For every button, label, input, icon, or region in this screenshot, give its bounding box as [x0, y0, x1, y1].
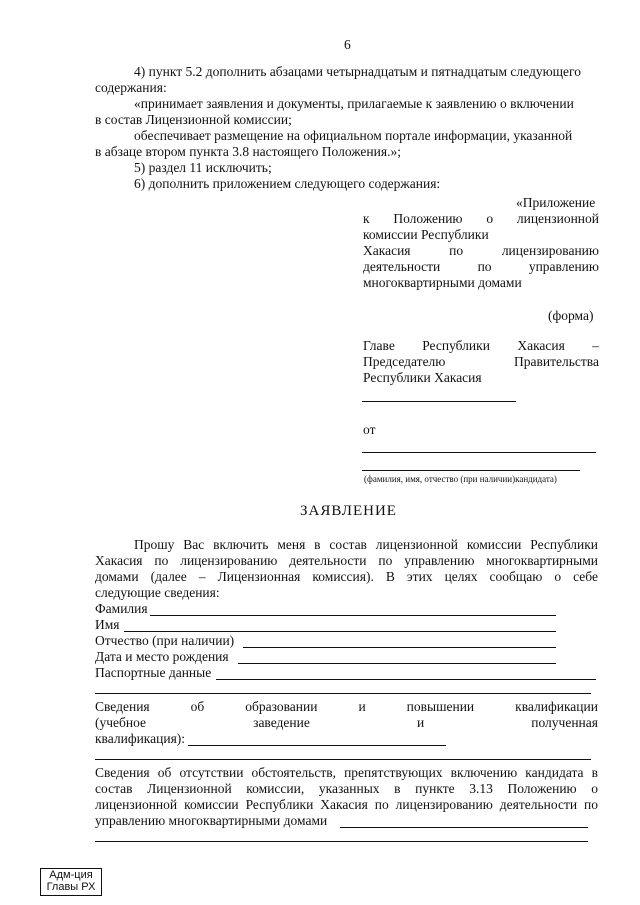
education-word: Сведения	[95, 699, 150, 714]
addressee-word: Главе	[363, 338, 395, 353]
addressee-blank-line	[362, 401, 516, 402]
addressee-line-3: Республики Хакасия	[363, 370, 482, 385]
addressee-line-2	[363, 354, 599, 370]
education-word: об	[190, 699, 205, 714]
appendix-word: лицензионной	[516, 211, 599, 226]
passport-label: Паспортные данные	[95, 665, 212, 680]
from-blank-line-2	[362, 470, 580, 471]
appendix-word: деятельности	[363, 259, 441, 274]
body-line-2: Хакасия по лицензированию деятельности по управлению многоквартирными	[95, 553, 598, 568]
item-4-line-1: 4) пункт 5.2 дополнить абзацами четырнадцатым и пятнадцатым следующего	[134, 64, 582, 79]
education-line-3: квалификация):	[95, 731, 186, 746]
education-word: полученная	[531, 715, 598, 730]
circumstances-field[interactable]	[340, 827, 588, 828]
appendix-word: лицензированию	[501, 243, 599, 258]
education-word: и	[416, 715, 425, 730]
quote-1-line-1: «принимает заявления и документы, прилагаемые к заявлению о включении	[134, 96, 574, 111]
body-line-3: домами (далее – Лицензионная комиссия). В этих целях сообщаю о себе	[95, 569, 598, 584]
education-line-1	[95, 699, 598, 715]
item-4-line-2: содержания:	[95, 80, 167, 95]
birth-field[interactable]	[238, 663, 556, 664]
circumstances-line-4: управлению многоквартирными домами	[95, 813, 328, 828]
quote-2-line-1: обеспечивает размещение на официальном портале информации, указанной	[134, 128, 573, 143]
name-label: Имя	[95, 617, 120, 632]
circumstances-line-2: состав Лицензионной комиссии, указанных в пункте 3.13 Положению о	[95, 781, 598, 796]
document-title: ЗАЯВЛЕНИЕ	[300, 503, 397, 519]
addressee-line-1	[363, 338, 599, 354]
from-blank-line-1	[362, 452, 596, 453]
body-line-1: Прошу Вас включить меня в состав лицензионной комиссии Республики	[134, 537, 598, 552]
appendix-line-4	[363, 243, 599, 259]
education-word: (учебное	[95, 715, 147, 730]
appendix-word: управлению	[528, 259, 599, 274]
candidate-caption: (фамилия, имя, отчество (при наличии)кандидата)	[364, 474, 557, 484]
education-line-2	[95, 715, 598, 731]
registration-stamp	[40, 868, 102, 896]
passport-field[interactable]	[216, 679, 596, 680]
addressee-word: Хакасия	[517, 338, 565, 353]
education-word: квалификации	[515, 699, 598, 714]
appendix-word: о	[486, 211, 494, 226]
addressee-word: Председателю	[363, 354, 446, 369]
item-5: 5) раздел 11 исключить;	[134, 160, 272, 175]
appendix-word: по	[477, 259, 492, 274]
education-word: и	[358, 699, 366, 714]
appendix-word: к	[363, 211, 370, 226]
appendix-word: по	[449, 243, 464, 258]
circumstances-line-1: Сведения об отсутствии обстоятельств, препятствующих включению кандидата в	[95, 765, 598, 780]
surname-field[interactable]	[150, 615, 556, 616]
education-word: образовании	[245, 699, 318, 714]
education-word: повышении	[406, 699, 475, 714]
surname-label: Фамилия	[95, 601, 148, 616]
circumstances-field-continuation[interactable]	[95, 841, 588, 842]
item-6: 6) дополнить приложением следующего содержания:	[134, 176, 441, 191]
patronymic-field[interactable]	[243, 647, 556, 648]
education-word: заведение	[253, 715, 310, 730]
appendix-line-3: комиссии Республики	[363, 227, 489, 242]
appendix-word: Хакасия	[363, 243, 411, 258]
stamp-line-1: Адм-ция	[49, 869, 93, 881]
passport-field-continuation[interactable]	[95, 693, 591, 694]
from-label: от	[363, 422, 376, 437]
appendix-line-5	[363, 259, 599, 275]
patronymic-label: Отчество (при наличии)	[95, 633, 235, 648]
birth-label: Дата и место рождения	[95, 649, 229, 664]
circumstances-line-3: лицензионной комиссии Республики Хакасия по лицензированию деятельности по	[95, 797, 598, 812]
quote-1-line-2: в состав Лицензионной комиссии;	[95, 112, 292, 127]
quote-2-line-2: в абзаце втором пункта 3.8 настоящего Положения.»;	[95, 144, 401, 159]
form-label: (форма)	[548, 308, 594, 323]
addressee-word: Республики	[422, 338, 490, 353]
appendix-line-2	[363, 211, 599, 227]
appendix-line-1: «Приложение	[516, 195, 596, 210]
appendix-word: Положению	[393, 211, 463, 226]
addressee-word: –	[592, 338, 599, 353]
body-line-4: следующие сведения:	[95, 585, 220, 600]
name-field[interactable]	[124, 631, 556, 632]
addressee-word: Правительства	[514, 354, 599, 369]
stamp-line-2: Главы РХ	[46, 881, 96, 893]
education-field-continuation[interactable]	[95, 759, 591, 760]
page-number: 6	[344, 37, 351, 52]
appendix-line-6: многоквартирными домами	[363, 275, 522, 290]
education-field[interactable]	[188, 745, 446, 746]
